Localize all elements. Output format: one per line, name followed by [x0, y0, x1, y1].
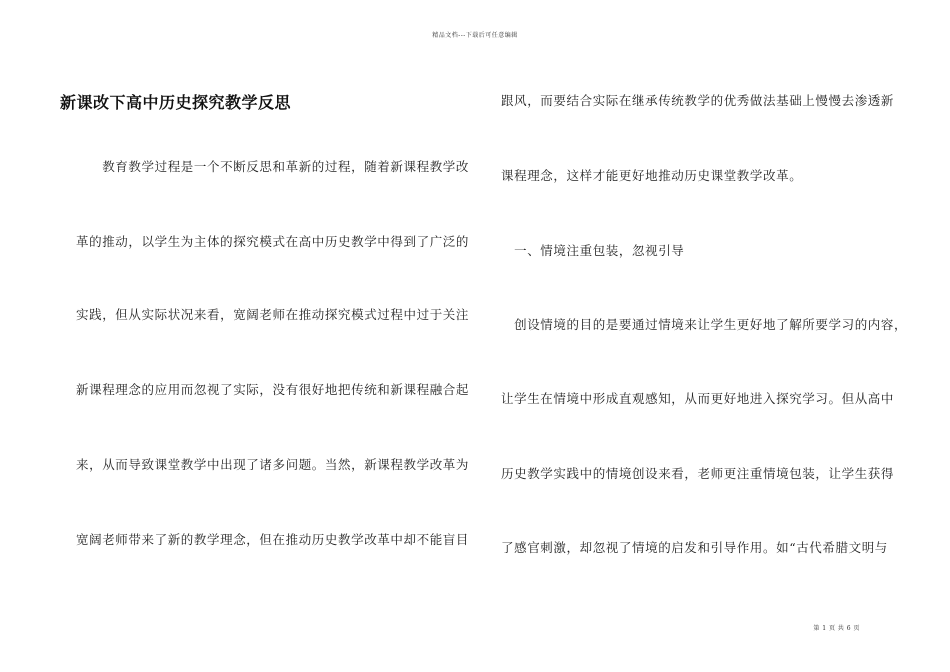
- text-line: 革的推动，以学生为主体的探究模式在高中历史教学中得到了广泛的: [76, 234, 470, 249]
- text-line: 来，从而导致课堂教学中出现了诸多问题。当然，新课程教学改革为: [76, 457, 470, 472]
- page-number: 第 1 页 共 6 页: [813, 625, 860, 632]
- text-line: 了感官刺激，却忽视了情境的启发和引导作用。如“古代希腊文明与: [501, 540, 888, 555]
- text-line: 新课程理念的应用而忽视了实际，没有很好地把传统和新课程融合起: [76, 382, 470, 397]
- text-line: 历史教学实践中的情境创设来看，老师更注重情境包装，让学生获得: [501, 466, 895, 481]
- text-line: 教育教学过程是一个不断反思和革新的过程，随着新课程教学改: [76, 159, 470, 174]
- text-line: 实践，但从实际状况来看，宽阔老师在推动探究模式过程中过于关注: [76, 307, 470, 322]
- text-line: 创设情境的目的是要通过情境来让学生更好地了解所要学习的内容，: [501, 317, 908, 332]
- page-header-note: 精品文档---下载后可任意编辑: [432, 32, 518, 39]
- text-line: 跟风，而要结合实际在继承传统教学的优秀做法基础上慢慢去渗透新: [501, 93, 895, 108]
- text-line: 课程理念，这样才能更好地推动历史课堂教学改革。: [501, 168, 803, 183]
- text-line: 宽阔老师带来了新的教学理念，但在推动历史教学改革中却不能盲目: [76, 532, 470, 547]
- document-title: 新课改下高中历史探究教学反思: [60, 93, 292, 112]
- section-heading: 一、情境注重包装，忽视引导: [501, 243, 685, 258]
- text-line: 让学生在情境中形成直观感知，从而更好地进入探究学习。但从高中: [501, 391, 895, 406]
